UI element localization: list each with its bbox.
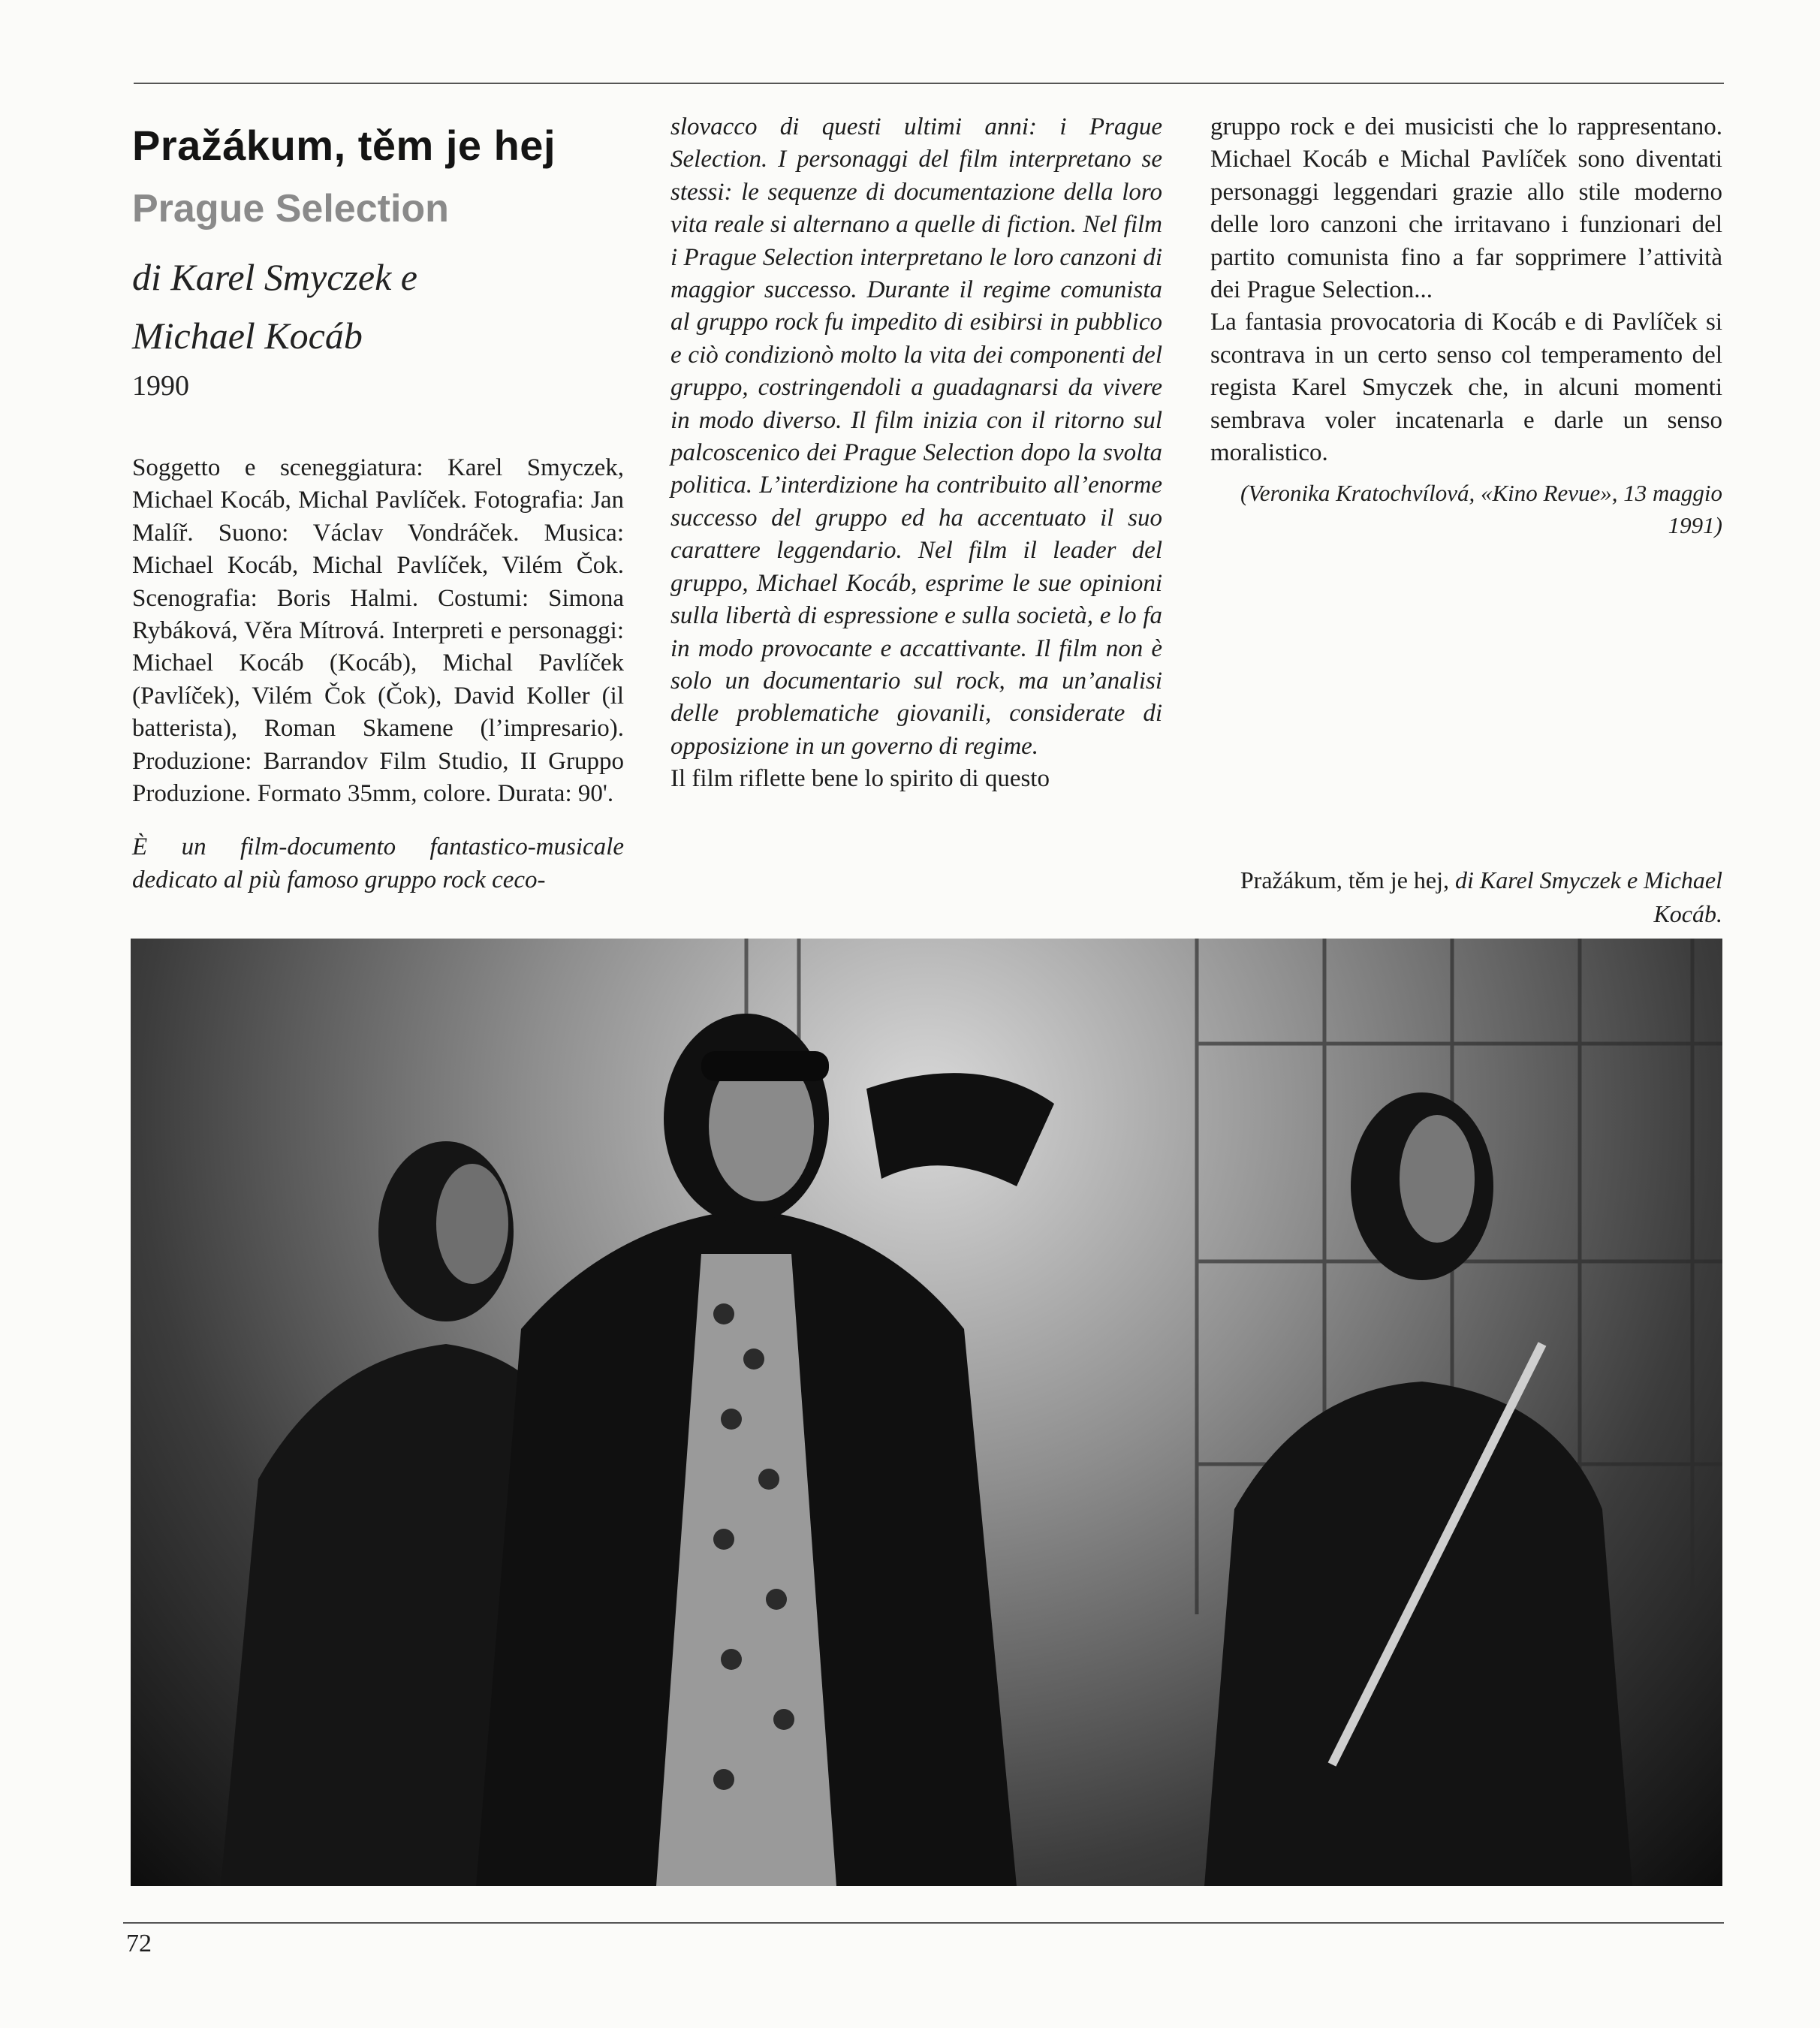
- review-source: (Veronika Kratochvílová, «Kino Revue», 13 maggio 1991): [1240, 480, 1722, 539]
- intro-paragraph: È un film-documento fantastico-musicale dedicato al più famoso gruppo rock ceco-: [132, 833, 624, 893]
- page-number: 72: [126, 1930, 152, 1957]
- director-line-2: Michael Kocáb: [132, 315, 363, 357]
- photo-caption: [1210, 863, 1722, 931]
- film-year: 1990: [132, 370, 189, 402]
- caption-title: Pražákum, těm je hej,: [1240, 866, 1449, 893]
- synopsis-continuation: Il film riflette bene lo spirito di questo: [670, 765, 1050, 793]
- film-subtitle: Prague Selection: [132, 187, 449, 231]
- top-rule: [134, 83, 1724, 84]
- column-right: [1210, 111, 1722, 565]
- film-still-photo: [131, 939, 1722, 1886]
- synopsis-paragraph: slovacco di questi ultimi anni: i Prague Selection. I personaggi del film interpretano se stessi: le sequenze di documentazione della loro vita reale si alternano a quelle di fiction. Nel film i Prague Selection interpretano le loro canzoni di maggior successo. Durante il regime comunista al gruppo rock fu impedito di esibirsi in pubblico e ciò condizionò molto la vita dei componenti del gruppo, costringendoli a guadagnarsi da vivere in modo diverso. Il film inizia con il ritorno sul palcoscenico dei Prague Selection dopo la svolta politica. L’interdizione ha contribuito all’enorme successo del gruppo ed ha accentuato il suo carattere leggendario. Nel film il leader del gruppo, Michael Kocáb, esprime le sue opinioni sulla libertà di espressione e sulla società, e lo fa in modo provocante e accattivante. Il film non è solo un documentario sul rock, ma un’analisi delle problematiche giovanili, considerate di opposizione in un governo di regime.: [670, 113, 1162, 760]
- column-left: [132, 111, 624, 896]
- film-title: Pražákum, těm je hej: [132, 122, 556, 169]
- column-middle: [670, 111, 1162, 796]
- photo-illustration: [131, 939, 1722, 1886]
- director-credit: [132, 245, 624, 368]
- credits-paragraph: Soggetto e sceneggiatura: Karel Smyczek, Michael Kocáb, Michal Pavlíček. Fotografia: Jan Malíř. Suono: Václav Vondráček. Musica: Michael Kocáb, Michal Pavlíček, Vilém Čok. Scenografia: Boris Halmi. Costumi: Simona Rybáková, Věra Mítrová. Interpreti e personaggi: Michael Kocáb (Kocáb), Michal Pavlíček (Pavlíček), Vilém Čok (Čok), David Koller (il batterista), Roman Skamene (l’impresario). Produzione: Barrandov Film Studio, II Gruppo Produzione. Formato 35mm, colore. Durata: 90'.: [132, 454, 624, 808]
- caption-credit: di Karel Smyczek e Michael Kocáb.: [1448, 866, 1722, 927]
- review-paragraph-2: La fantasia provocatoria di Kocáb e di Pavlíček si scontrava in un certo senso col temperamento del regista Karel Smyczek che, in alcuni momenti sembrava voler incatenarla e darle un senso moralistico.: [1210, 309, 1722, 467]
- director-line-1: di Karel Smyczek e: [132, 256, 417, 298]
- review-paragraph-1: gruppo rock e dei musicisti che lo rappresentano. Michael Kocáb e Michal Pavlíček sono diventati personaggi leggendari grazie allo stile moderno delle loro canzoni che irritavano i funzionari del partito comunista fino a far sopprimere l’attività dei Prague Selection...: [1210, 113, 1722, 304]
- bottom-rule: [123, 1922, 1724, 1924]
